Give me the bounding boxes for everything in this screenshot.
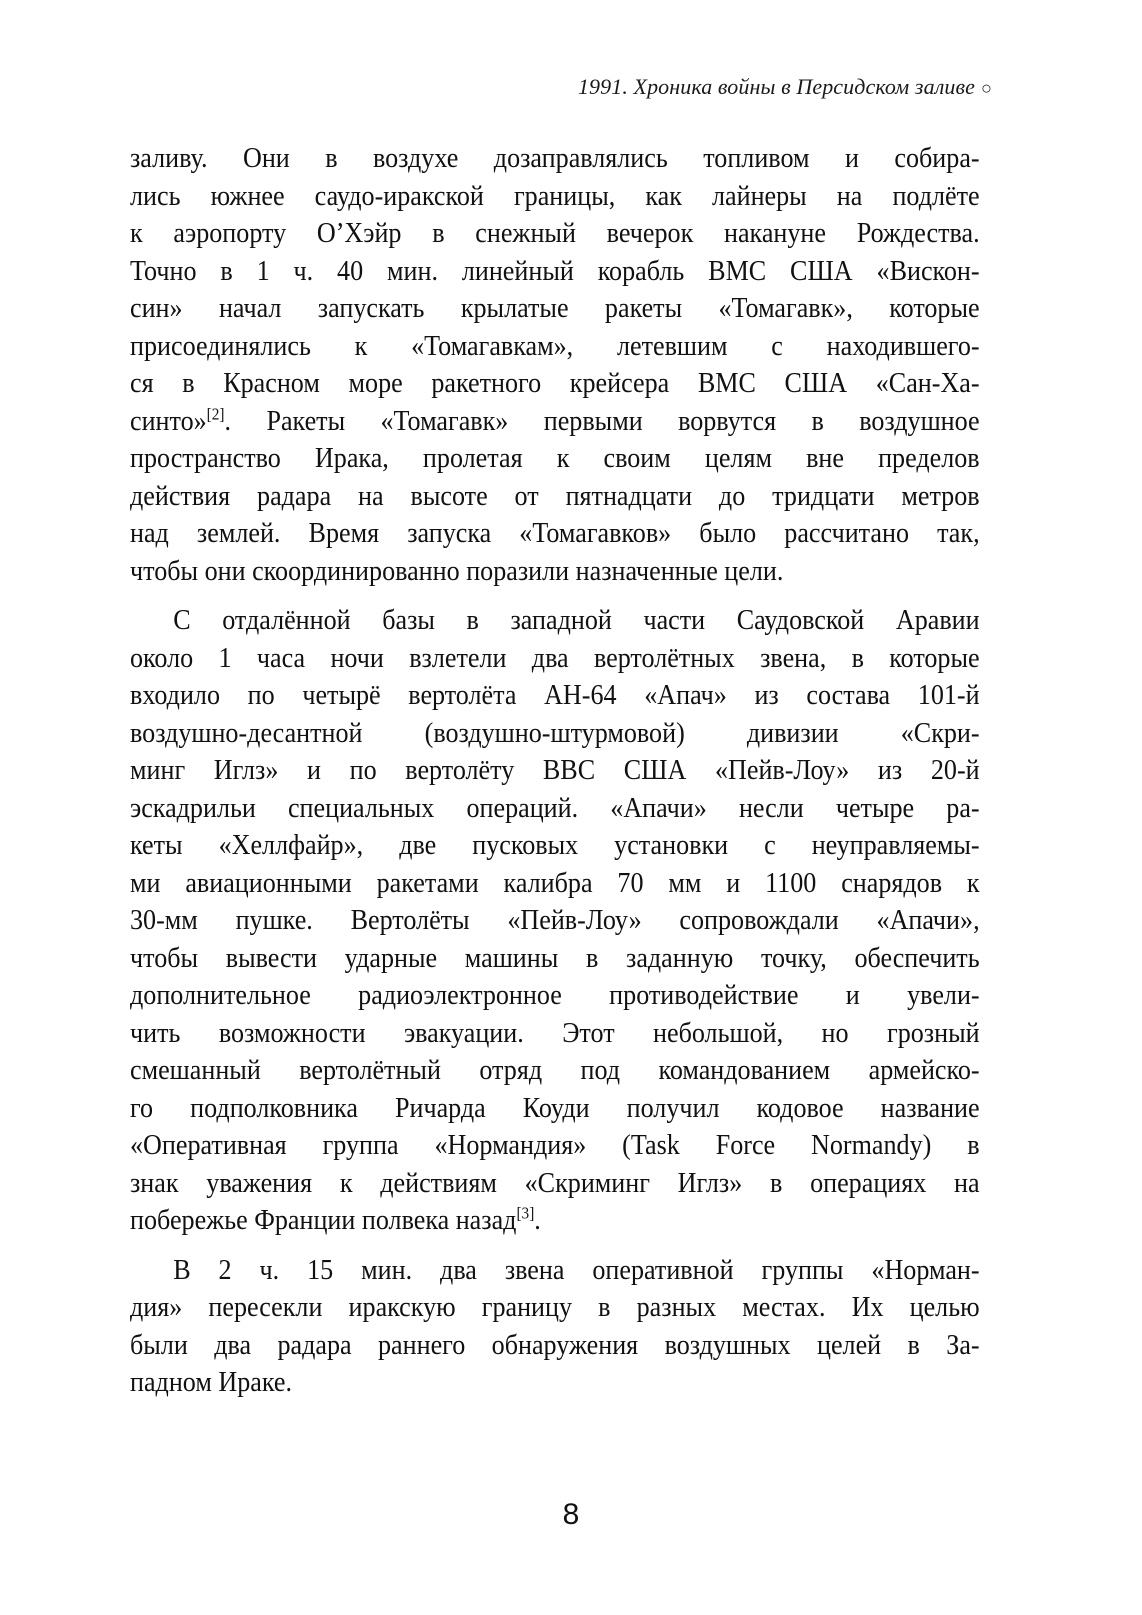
text-line: заливу. Они в воздухе дозаправлялись топливом и собира- <box>130 142 980 174</box>
text-line: син» начал запускать крылатые ракеты «Томагавк», которые <box>130 292 980 324</box>
text-line: воздушно-десантной (воздушно-штурмовой) дивизии «Скри- <box>130 716 980 749</box>
text-line: действия радара на высоте от пятнадцати до тридцати метров <box>130 479 980 512</box>
running-title: 1991. Хроника войны в Персидском заливе <box>577 74 976 99</box>
footnote-ref: [3] <box>516 1203 535 1223</box>
text-line: знак уважения к действиям «Скриминг Иглз» в операциях на <box>130 1166 980 1199</box>
text-line-with-footnote <box>130 1202 980 1240</box>
body-text <box>130 140 980 1402</box>
text-line: С отдалённой базы в западной части Саудовской Аравии <box>173 604 980 636</box>
paragraph-3 <box>130 1252 980 1402</box>
text-line: эскадрильи специальных операций. «Апачи» несли четыре ра- <box>130 791 980 824</box>
text-line: ми авиационными ракетами калибра 70 мм и 1100 снарядов к <box>130 866 980 899</box>
text-fragment: . <box>534 1204 541 1236</box>
text-line: В 2 ч. 15 мин. два звена оперативной группы «Норман- <box>173 1253 980 1286</box>
text-line: дия» пересекли иракскую границу в разных местах. Их целью <box>130 1291 980 1323</box>
text-line: пространство Ирака, пролетая к своим целям вне пределов <box>130 442 980 474</box>
paragraph-2 <box>130 602 980 1240</box>
text-line: падном Ираке. <box>130 1366 293 1398</box>
text-line: над землей. Время запуска «Томагавков» было рассчитано так, <box>130 517 980 549</box>
footnote-ref: [2] <box>206 403 225 423</box>
text-line: го подполковника Ричарда Коуди получил кодовое название <box>130 1091 980 1124</box>
ornament-icon: ○ <box>981 78 992 98</box>
text-line: дополнительное радиоэлектронное противодействие и увели- <box>130 979 980 1011</box>
page-number: 8 <box>562 1498 580 1531</box>
text-line: 30-мм пушке. Вертолёты «Пейв-Лоу» сопровождали «Апачи», <box>130 904 980 936</box>
running-header <box>578 74 992 100</box>
text-line: входило по четырё вертолёта АН-64 «Апач» из состава 101-й <box>130 679 980 711</box>
text-line: чтобы вывести ударные машины в заданную точку, обеспечить <box>130 941 980 974</box>
text-fragment: синто» <box>130 404 207 437</box>
text-line: ся в Красном море ракетного крейсера ВМС США «Сан-Ха- <box>130 367 980 399</box>
text-fragment: побережье Франции полвека назад <box>130 1204 517 1236</box>
text-fragment: . Ракеты «Томагавк» первыми ворвутся в воздушное <box>224 404 980 437</box>
paragraph-1 <box>130 140 980 590</box>
text-line: к аэропорту О’Хэйр в снежный вечерок накануне Рождества. <box>130 217 980 249</box>
text-line: «Оперативная группа «Нормандия» (Task Force Normandy) в <box>130 1129 980 1161</box>
text-line-with-footnote <box>130 403 980 441</box>
text-line: смешанный вертолётный отряд под командованием армейско- <box>130 1054 980 1086</box>
text-line: чтобы они скоординированно поразили назначенные цели. <box>130 554 784 587</box>
text-line: чить возможности эвакуации. Этот небольшой, но грозный <box>130 1016 980 1049</box>
text-line: около 1 часа ночи взлетели два вертолётных звена, в которые <box>130 641 980 674</box>
text-line: были два радара раннего обнаружения воздушных целей в За- <box>130 1328 980 1361</box>
text-line: присоединялись к «Томагавкам», летевшим с находившего- <box>130 329 980 362</box>
text-line: Точно в 1 ч. 40 мин. линейный корабль ВМС США «Вискон- <box>130 254 980 287</box>
text-line: лись южнее саудо-иракской границы, как лайнеры на подлёте <box>130 179 980 212</box>
text-line: кеты «Хеллфайр», две пусковых установки с неуправляемы- <box>130 829 980 861</box>
text-line: минг Иглз» и по вертолёту ВВС США «Пейв-Лоу» из 20-й <box>130 754 980 786</box>
